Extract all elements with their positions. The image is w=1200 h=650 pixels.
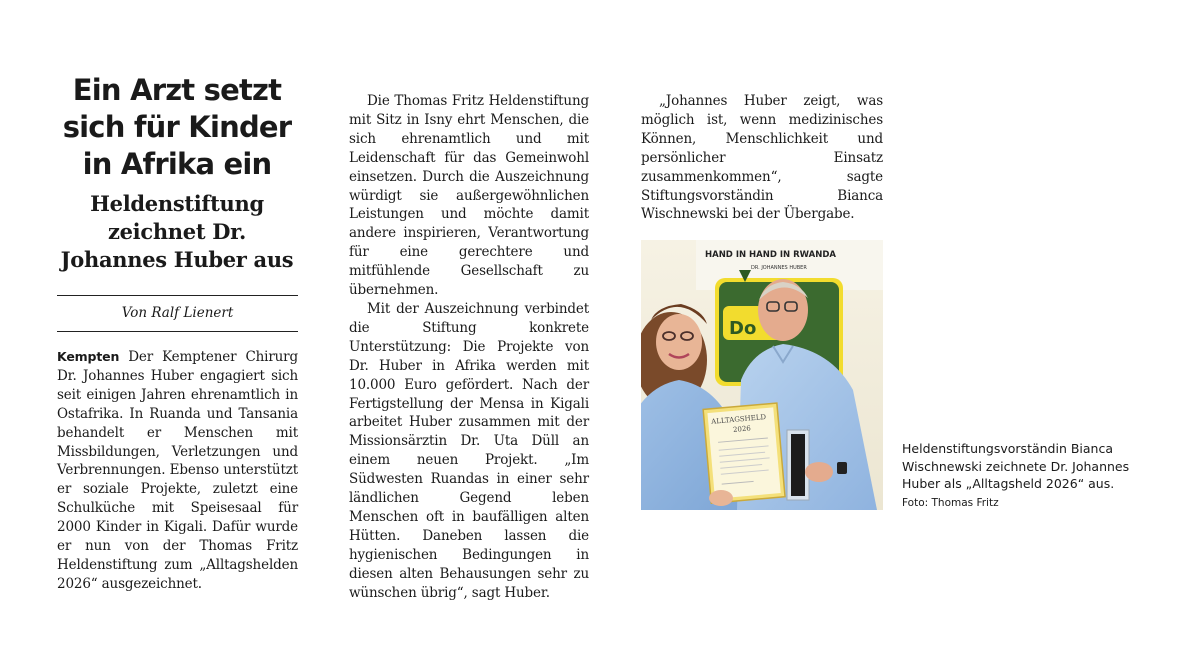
photo-caption: Heldenstiftungsvorständin Bianca Wischnewski zeichnete Dr. Johannes Huber als „Alltagsheld 2026“ aus. xyxy=(902,441,1130,491)
article-subheadline: Heldenstiftung zeichnet Dr. Johannes Huber aus xyxy=(60,191,294,272)
banner-text: HAND IN HAND IN RWANDA xyxy=(705,250,836,260)
column-3-paragraph-1: „Johannes Huber zeigt, was möglich ist, wenn medizinisches Können, Menschlichkeit und persönlicher Einsatz zusammenkommen“, sagte Stiftungsvorständin Bianca Wischnewski bei der Übergabe. xyxy=(641,93,883,223)
banner-sub-text: DR. JOHANNES HUBER xyxy=(751,265,807,271)
photo-credit: Foto: Thomas Fritz xyxy=(902,497,999,509)
column-2 xyxy=(349,92,589,602)
article-headline: Ein Arzt setzt sich für Kinder in Afrika ein xyxy=(62,73,292,181)
column-2-paragraph-1: Die Thomas Fritz Heldenstiftung mit Sitz in Isny ehrt Menschen, die sich ehrenamtlich und mit Leidenschaft für das Gemeinwohl einsetzen. Durch die Auszeichnung würdigt sie außergewöhnlichen Leistungen und möchte damit andere inspirieren, Verantwortung für eine gerechtere und mitfühlende Gesellschaft zu übernehmen. xyxy=(349,93,589,299)
column-3 xyxy=(641,92,883,224)
dateline: Kempten xyxy=(57,349,120,364)
article-photo xyxy=(641,240,883,510)
column-2-paragraph-2: Mit der Auszeichnung verbindet die Stiftung konkrete Unterstützung: Die Projekte von Dr. Huber in Afrika werden mit 10.000 Euro gefördert. Nach der Fertigstellung der Mensa in Kigali arbeitet Huber zusammen mit der Missionsärztin Dr. Uta Düll an einem neuen Projekt. „Im Südwesten Ruandas in einer sehr ländlichen Gegend leben Menschen oft in baufälligen alten Hütten. Daneben lassen die hygienischen Bedingungen in diesen alten Behausungen sehr zu wünschen übrig“, sagt Huber. xyxy=(349,300,589,601)
byline-rule-top xyxy=(57,295,298,296)
sign-text: Do xyxy=(729,318,757,339)
column-1 xyxy=(57,348,298,594)
certificate-year: 2026 xyxy=(732,424,752,434)
certificate-title: ALLTAGSHELD xyxy=(710,413,767,426)
byline-rule-bottom xyxy=(57,331,298,332)
column-1-paragraph xyxy=(57,348,298,594)
byline: Von Ralf Lienert xyxy=(121,305,234,321)
column-1-text: Der Kemptener Chirurg Dr. Johannes Huber engagiert sich seit einigen Jahren ehrenamtlich in Ostafrika. In Ruanda und Tansania behandelt er Menschen mit Missbildungen, Verletzungen und Verbrennungen. Ebenso unterstützt er soziale Projekte, zuletzt eine Schulküche mit Speisesaal für 2000 Kinder in Kigali. Dafür wurde er nun von der Thomas Fritz Heldenstiftung zum „Alltagshelden 2026“ ausgezeichnet. xyxy=(57,349,298,592)
photo-illustration xyxy=(641,240,883,510)
